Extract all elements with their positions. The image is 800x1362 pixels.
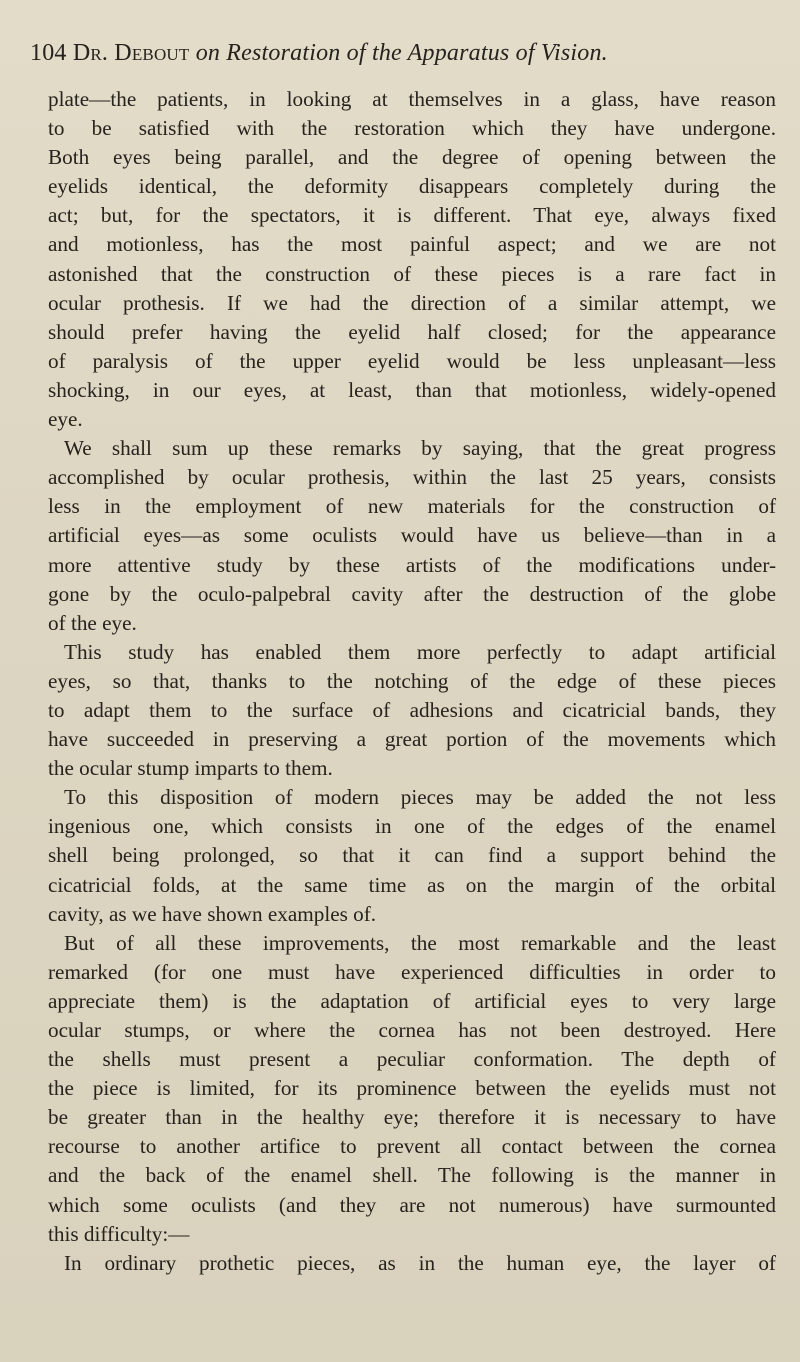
- text-line: We shall sum up these remarks by saying, that the great progress: [64, 436, 776, 461]
- text-line: remarked (for one must have experienced difficulties in order to: [48, 959, 776, 984]
- text-line: the ocular stump imparts to them.: [48, 756, 333, 781]
- text-line: ocular stumps, or where the cornea has not been destroyed. Here: [48, 1018, 776, 1042]
- text-line: this difficulty:—: [48, 1221, 190, 1246]
- text-line: shocking, in our eyes, at least, than that motionless, widely-opened: [48, 377, 776, 402]
- text-line: more attentive study by these artists of the modifications under-: [48, 552, 776, 577]
- text-line: eyelids identical, the deformity disappears completely during the: [48, 174, 776, 199]
- text-line: Both eyes being parallel, and the degree of opening between the: [48, 145, 776, 170]
- text-line: recourse to another artifice to prevent all contact between the cornea: [48, 1134, 776, 1159]
- text-line: This study has enabled them more perfectly to adapt artificial: [64, 639, 776, 664]
- text-line: astonished that the construction of these pieces is a rare fact in: [48, 261, 776, 286]
- header-title: on Restoration of the Apparatus of Vision.: [195, 40, 608, 66]
- text-line: should prefer having the eyelid half closed; for the appearance: [48, 319, 776, 344]
- text-line: ingenious one, which consists in one of the edges of the enamel: [48, 814, 776, 839]
- header-author: Dr. Debout: [72, 40, 190, 66]
- text-line: be greater than in the healthy eye; therefore it is necessary to have: [48, 1105, 776, 1130]
- text-line: of the eye.: [48, 610, 137, 635]
- text-line: accomplished by ocular prothesis, within the last 25 years, consists: [48, 465, 776, 490]
- text-line: of paralysis of the upper eyelid would be less unpleasant—less: [48, 348, 776, 373]
- text-line: and the back of the enamel shell. The following is the manner in: [48, 1163, 776, 1188]
- text-line: cavity, as we have shown examples of.: [48, 901, 377, 926]
- text-line: have succeeded in preserving a great portion of the movements which: [48, 727, 776, 752]
- running-head: [30, 38, 770, 68]
- text-line: eye.: [48, 407, 83, 432]
- text-line: to adapt them to the surface of adhesions and cicatricial bands, they: [48, 697, 776, 722]
- text-line: the piece is limited, for its prominence between the eyelids must not: [48, 1076, 776, 1101]
- text-line: ocular prothesis. If we had the direction of a similar attempt, we: [48, 290, 776, 315]
- text-line: artificial eyes—as some oculists would have us believe—than in a: [48, 523, 776, 548]
- text-line: In ordinary prothetic pieces, as in the human eye, the layer of: [64, 1250, 776, 1275]
- text-line: But of all these improvements, the most remarkable and the least: [64, 930, 776, 955]
- text-line: cicatricial folds, at the same time as on the margin of the orbital: [48, 872, 776, 897]
- text-line: act; but, for the spectators, it is different. That eye, always fixed: [48, 203, 776, 228]
- text-line: less in the employment of new materials for the construction of: [48, 494, 776, 519]
- text-line: plate—the patients, in looking at themselves in a glass, have reason: [48, 87, 776, 111]
- text-line: To this disposition of modern pieces may be added the not less: [64, 785, 776, 810]
- text-line: to be satisfied with the restoration which they have undergone.: [48, 116, 776, 141]
- text-line: eyes, so that, thanks to the notching of the edge of these pieces: [48, 668, 776, 693]
- page-number: 104: [30, 40, 67, 66]
- text-line: gone by the oculo-palpebral cavity after the destruction of the globe: [48, 581, 776, 606]
- text-line: which some oculists (and they are not numerous) have surmounted: [48, 1192, 776, 1217]
- body-text: [48, 85, 776, 1278]
- text-line: and motionless, has the most painful aspect; and we are not: [48, 232, 776, 257]
- text-line: the shells must present a peculiar conformation. The depth of: [48, 1047, 776, 1072]
- text-line: shell being prolonged, so that it can find a support behind the: [48, 843, 776, 868]
- text-line: appreciate them) is the adaptation of artificial eyes to very large: [48, 988, 776, 1013]
